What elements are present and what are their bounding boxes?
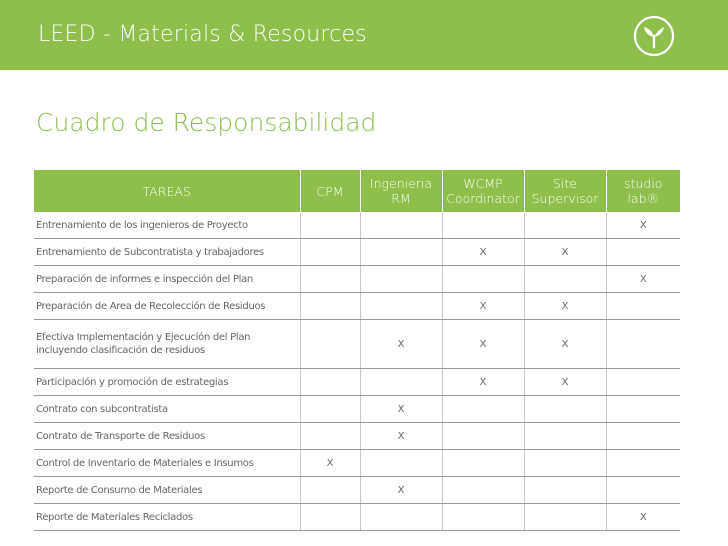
- mark-cell: X: [606, 212, 680, 239]
- page-subtitle: Cuadro de Responsabilidad: [36, 108, 377, 137]
- header-title: LEED - Materials & Resources: [38, 22, 367, 47]
- mark-cell: [524, 212, 606, 239]
- mark-cell: [360, 450, 442, 477]
- mark-cell: [300, 504, 360, 531]
- mark-cell: [442, 450, 524, 477]
- mark-cell: [442, 423, 524, 450]
- table-row: [34, 320, 680, 369]
- task-cell: Preparación de informes e inspección del Plan: [34, 266, 300, 293]
- mark-cell: [606, 396, 680, 423]
- task-cell: Participación y promoción de estrategias: [34, 369, 300, 396]
- mark-cell: X: [524, 369, 606, 396]
- mark-cell: [524, 450, 606, 477]
- mark-cell: X: [442, 369, 524, 396]
- mark-cell: [360, 239, 442, 266]
- mark-cell: X: [442, 320, 524, 369]
- header-ingenieria-rm: Ingenieria RM: [360, 170, 442, 212]
- mark-cell: [606, 293, 680, 320]
- mark-cell: [360, 293, 442, 320]
- mark-cell: X: [442, 293, 524, 320]
- task-cell: Entrenamiento de Subcontratista y trabajadores: [34, 239, 300, 266]
- mark-cell: [300, 266, 360, 293]
- mark-cell: [300, 369, 360, 396]
- mark-cell: [442, 396, 524, 423]
- mark-cell: [300, 212, 360, 239]
- mark-cell: [524, 504, 606, 531]
- mark-cell: [300, 423, 360, 450]
- mark-cell: [360, 369, 442, 396]
- table-row: [34, 450, 680, 477]
- mark-cell: [442, 504, 524, 531]
- mark-cell: X: [360, 477, 442, 504]
- mark-cell: [442, 477, 524, 504]
- mark-cell: [360, 504, 442, 531]
- task-cell: Reporte de Consumo de Materiales: [34, 477, 300, 504]
- header-studio-lab: studio lab®: [606, 170, 680, 212]
- table-row: [34, 504, 680, 531]
- mark-cell: [360, 266, 442, 293]
- task-cell: Reporte de Materiales Reciclados: [34, 504, 300, 531]
- mark-cell: [300, 396, 360, 423]
- table-row: [34, 423, 680, 450]
- task-cell: Control de Inventario de Materiales e Insumos: [34, 450, 300, 477]
- mark-cell: X: [524, 293, 606, 320]
- table-row: [34, 369, 680, 396]
- table-row: [34, 239, 680, 266]
- mark-cell: [606, 369, 680, 396]
- mark-cell: [360, 212, 442, 239]
- mark-cell: [524, 396, 606, 423]
- table-row: [34, 396, 680, 423]
- mark-cell: [606, 450, 680, 477]
- mark-cell: [300, 293, 360, 320]
- header-tareas: TAREAS: [34, 170, 300, 212]
- mark-cell: X: [300, 450, 360, 477]
- header-site-supervisor: Site Supervisor: [524, 170, 606, 212]
- mark-cell: [300, 320, 360, 369]
- table-row: [34, 293, 680, 320]
- mark-cell: X: [360, 423, 442, 450]
- mark-cell: [524, 477, 606, 504]
- mark-cell: [606, 477, 680, 504]
- leaf-sprout-icon: [632, 14, 676, 58]
- mark-cell: [300, 239, 360, 266]
- table-row: [34, 266, 680, 293]
- task-cell: Entrenamiento de los ingenieros de Proyecto: [34, 212, 300, 239]
- header-bar: [0, 0, 728, 70]
- responsibility-table: [34, 170, 680, 531]
- mark-cell: [442, 212, 524, 239]
- mark-cell: X: [524, 320, 606, 369]
- mark-cell: X: [442, 239, 524, 266]
- table-row: [34, 477, 680, 504]
- mark-cell: X: [360, 396, 442, 423]
- task-cell: Contrato de Transporte de Residuos: [34, 423, 300, 450]
- header-cpm: CPM: [300, 170, 360, 212]
- mark-cell: X: [606, 266, 680, 293]
- mark-cell: [524, 423, 606, 450]
- mark-cell: X: [524, 239, 606, 266]
- mark-cell: [300, 477, 360, 504]
- mark-cell: [524, 266, 606, 293]
- table-row: [34, 212, 680, 239]
- mark-cell: X: [360, 320, 442, 369]
- task-cell: Preparación de Area de Recolección de Residuos: [34, 293, 300, 320]
- mark-cell: X: [606, 504, 680, 531]
- task-cell: Efectiva Implementación y Ejecución del Plan incluyendo clasificación de residuos: [34, 320, 300, 369]
- mark-cell: [442, 266, 524, 293]
- header-wcmp-coordinator: WCMP Coordinator: [442, 170, 524, 212]
- task-cell: Contrato con subcontratista: [34, 396, 300, 423]
- mark-cell: [606, 423, 680, 450]
- mark-cell: [606, 239, 680, 266]
- table-header-row: [34, 170, 680, 212]
- mark-cell: [606, 320, 680, 369]
